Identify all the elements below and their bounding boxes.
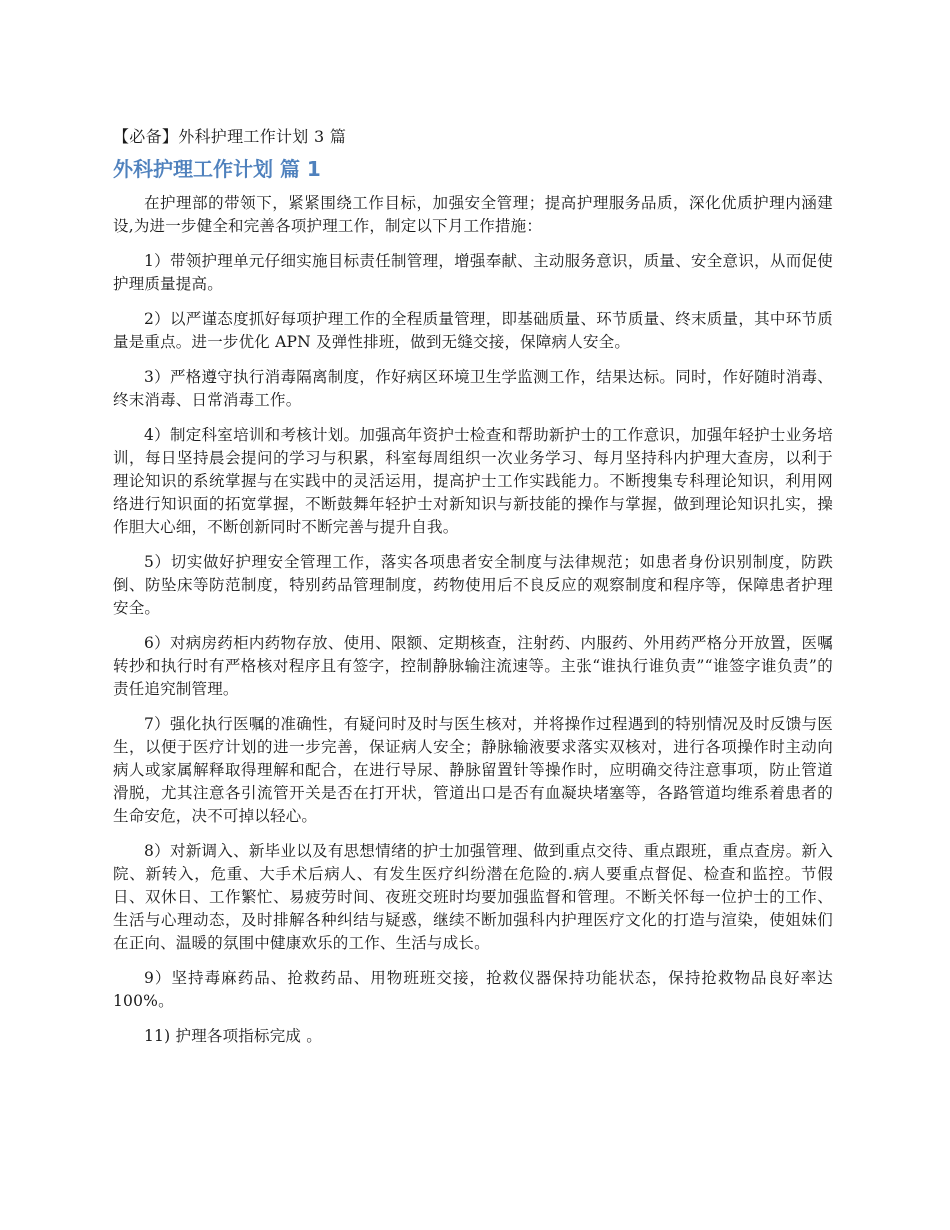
paragraph-item-2: 2）以严谨态度抓好每项护理工作的全程质量管理，即基础质量、环节质量、终末质量，其中环节质量是重点。进一步优化 APN 及弹性排班，做到无缝交接，保障病人安全。 xyxy=(113,310,833,351)
document-title: 【必备】外科护理工作计划 3 篇 xyxy=(113,127,347,146)
paragraph-item-7: 7）强化执行医嘱的准确性，有疑问时及时与医生核对，并将操作过程遇到的特别情况及时反馈与医生，以便于医疗计划的进一步完善，保证病人安全；静脉输液要求落实双核对，进行各项操作时主动向病人或家属解释取得理解和配合，在进行导尿、静脉留置针等操作时，应明确交待注意事项，防止管道滑脱，尤其注意各引流管开关是否在打开状，管道出口是否有血凝块堵塞等，各路管道均维系着患者的生命安危，决不可掉以轻心。 xyxy=(113,715,833,825)
paragraph-item-4: 4）制定科室培训和考核计划。加强高年资护士检查和帮助新护士的工作意识，加强年轻护士业务培训，每日坚持晨会提问的学习与积累，科室每周组织一次业务学习、每月坚持科内护理大查房，以利于理论知识的系统掌握与在实践中的灵活运用，提高护士工作实践能力。不断搜集专科理论知识，利用网络进行知识面的拓宽掌握，不断鼓舞年轻护士对新知识与新技能的操作与掌握，做到理论知识扎实，操作胆大心细，不断创新同时不断完善与提升自我。 xyxy=(113,426,833,536)
paragraph-item-11: 11) 护理各项指标完成 。 xyxy=(144,1027,322,1045)
section-heading: 外科护理工作计划 篇 1 xyxy=(113,157,321,181)
paragraph-item-5: 5）切实做好护理安全管理工作，落实各项患者安全制度与法律规范；如患者身份识别制度，防跌倒、防坠床等防范制度，特别药品管理制度，药物使用后不良反应的观察制度和程序等，保障患者护理安全。 xyxy=(113,553,833,617)
paragraph-item-3: 3）严格遵守执行消毒隔离制度，作好病区环境卫生学监测工作，结果达标。同时，作好随时消毒、终末消毒、日常消毒工作。 xyxy=(113,368,833,409)
document-page xyxy=(113,124,833,1060)
paragraph-item-9: 9）坚持毒麻药品、抢救药品、用物班班交接，抢救仪器保持功能状态，保持抢救物品良好率达 100%。 xyxy=(113,969,833,1010)
paragraph-intro: 在护理部的带领下，紧紧围绕工作目标，加强安全管理；提高护理服务品质，深化优质护理内涵建设,为进一步健全和完善各项护理工作，制定以下月工作措施： xyxy=(113,194,833,235)
paragraph-item-8: 8）对新调入、新毕业以及有思想情绪的护士加强管理、做到重点交待、重点跟班，重点查房。新入院、新转入，危重、大手术后病人、有发生医疗纠纷潜在危险的.病人要重点督促、检查和监控。节假日、双休日、工作繁忙、易疲劳时间、夜班交班时均要加强监督和管理。不断关怀每一位护士的工作、生活与心理动态，及时排解各种纠结与疑惑，继续不断加强科内护理医疗文化的打造与渲染，使姐妹们在正向、温暖的氛围中健康欢乐的工作、生活与成长。 xyxy=(113,842,833,952)
paragraph-item-1: 1）带领护理单元仔细实施目标责任制管理，增强奉献、主动服务意识，质量、安全意识，从而促使护理质量提高。 xyxy=(113,252,833,293)
paragraph-item-6: 6）对病房药柜内药物存放、使用、限额、定期核查，注射药、内服药、外用药严格分开放置，医嘱转抄和执行时有严格核对程序且有签字，控制静脉输注流速等。主张“谁执行谁负责”“谁签字谁负责”的责任追究制管理。 xyxy=(113,634,833,698)
